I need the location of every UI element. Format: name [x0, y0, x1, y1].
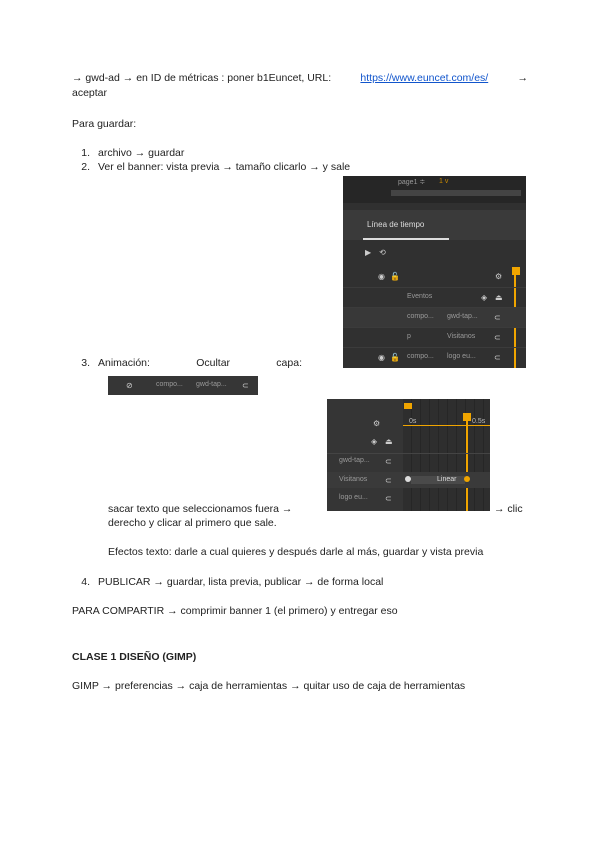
play-icon[interactable]: ▶ [365, 248, 372, 257]
metrics-paragraph [72, 72, 528, 99]
list-item: 1. archivo → guardar [81, 147, 185, 159]
gear-icon[interactable]: ⚙ [373, 419, 381, 428]
save-heading: Para guardar: [72, 118, 137, 130]
loop-icon[interactable]: ⟲ [379, 248, 386, 257]
list-item: 4. PUBLICAR → guardar, lista previa, publicar → de forma local [81, 576, 384, 588]
clase-heading: CLASE 1 DISEÑO (GIMP) [72, 651, 197, 663]
euncet-link[interactable]: https://www.euncet.com/es/ [360, 72, 489, 84]
efectos-text: Efectos texto: darle a cual quieres y después darle al más, guardar y vista previa [108, 546, 484, 558]
accept-text: aceptar [72, 87, 108, 99]
visibility-icon[interactable]: ◉ [378, 353, 385, 362]
list-item: 2. Ver el banner: vista previa → tamaño clicarlo → y sale [81, 161, 351, 173]
link-icon[interactable]: ⊂ [385, 457, 392, 466]
metrics-text: → gwd-ad → en ID de métricas : poner b1Euncet, URL: [72, 72, 332, 84]
compartir-text: PARA COMPARTIR → comprimir banner 1 (el primero) y entregar eso [72, 605, 398, 617]
clic-text: → clic [494, 503, 523, 515]
gimp-text: GIMP → preferencias → caja de herramientas → quitar uso de caja de herramientas [72, 680, 466, 692]
keyframe-icon[interactable]: ◈ [481, 293, 488, 302]
lock-icon: ⏏ [495, 293, 503, 302]
visibility-icon[interactable]: ◉ [378, 272, 385, 281]
lock-icon: ⏏ [385, 437, 393, 446]
link-icon[interactable]: ⊂ [385, 476, 392, 485]
gear-icon[interactable]: ⚙ [495, 272, 503, 281]
timeline-tab[interactable]: Línea de tiempo [367, 220, 425, 229]
link-icon[interactable]: ⊂ [385, 494, 392, 503]
lock-icon[interactable]: 🔓 [390, 353, 400, 362]
hidden-icon[interactable]: ⊘ [126, 381, 133, 390]
link-icon[interactable]: ⊂ [242, 381, 249, 390]
layer-strip-screenshot: ⊘ compo... gwd-tap... ⊂ [108, 376, 258, 395]
easing-label[interactable]: Linear [437, 476, 457, 483]
keyframe-icon[interactable]: ◈ [371, 437, 378, 446]
link-icon[interactable]: ⊂ [494, 333, 501, 342]
link-icon[interactable]: ⊂ [494, 313, 501, 322]
derecho-text: derecho y clicar al primero que sale. [108, 517, 277, 529]
link-icon[interactable]: ⊂ [494, 353, 501, 362]
list-item: 3. Animación: Ocultar capa: [81, 357, 302, 369]
sacar-text: sacar texto que seleccionamos fuera → [108, 503, 293, 515]
lock-icon[interactable]: 🔓 [390, 272, 400, 281]
keyframe-screenshot: ⚙ ◈ ⏏ 0s 0.5s gwd-tap... ⊂ Visitanos ⊂ Linear logo eu... ⊂ [327, 399, 490, 511]
arrow-text: → [517, 72, 528, 84]
timeline-screenshot: page1 ≑ 1 v Línea de tiempo ▶ ⟲ ◉ 🔓 ⚙ Eventos ◈ ⏏ compo... gwd-tap... ⊂ p Visitanos ⊂ ◉ 🔓 compo... logo eu... ⊂ [343, 176, 526, 368]
